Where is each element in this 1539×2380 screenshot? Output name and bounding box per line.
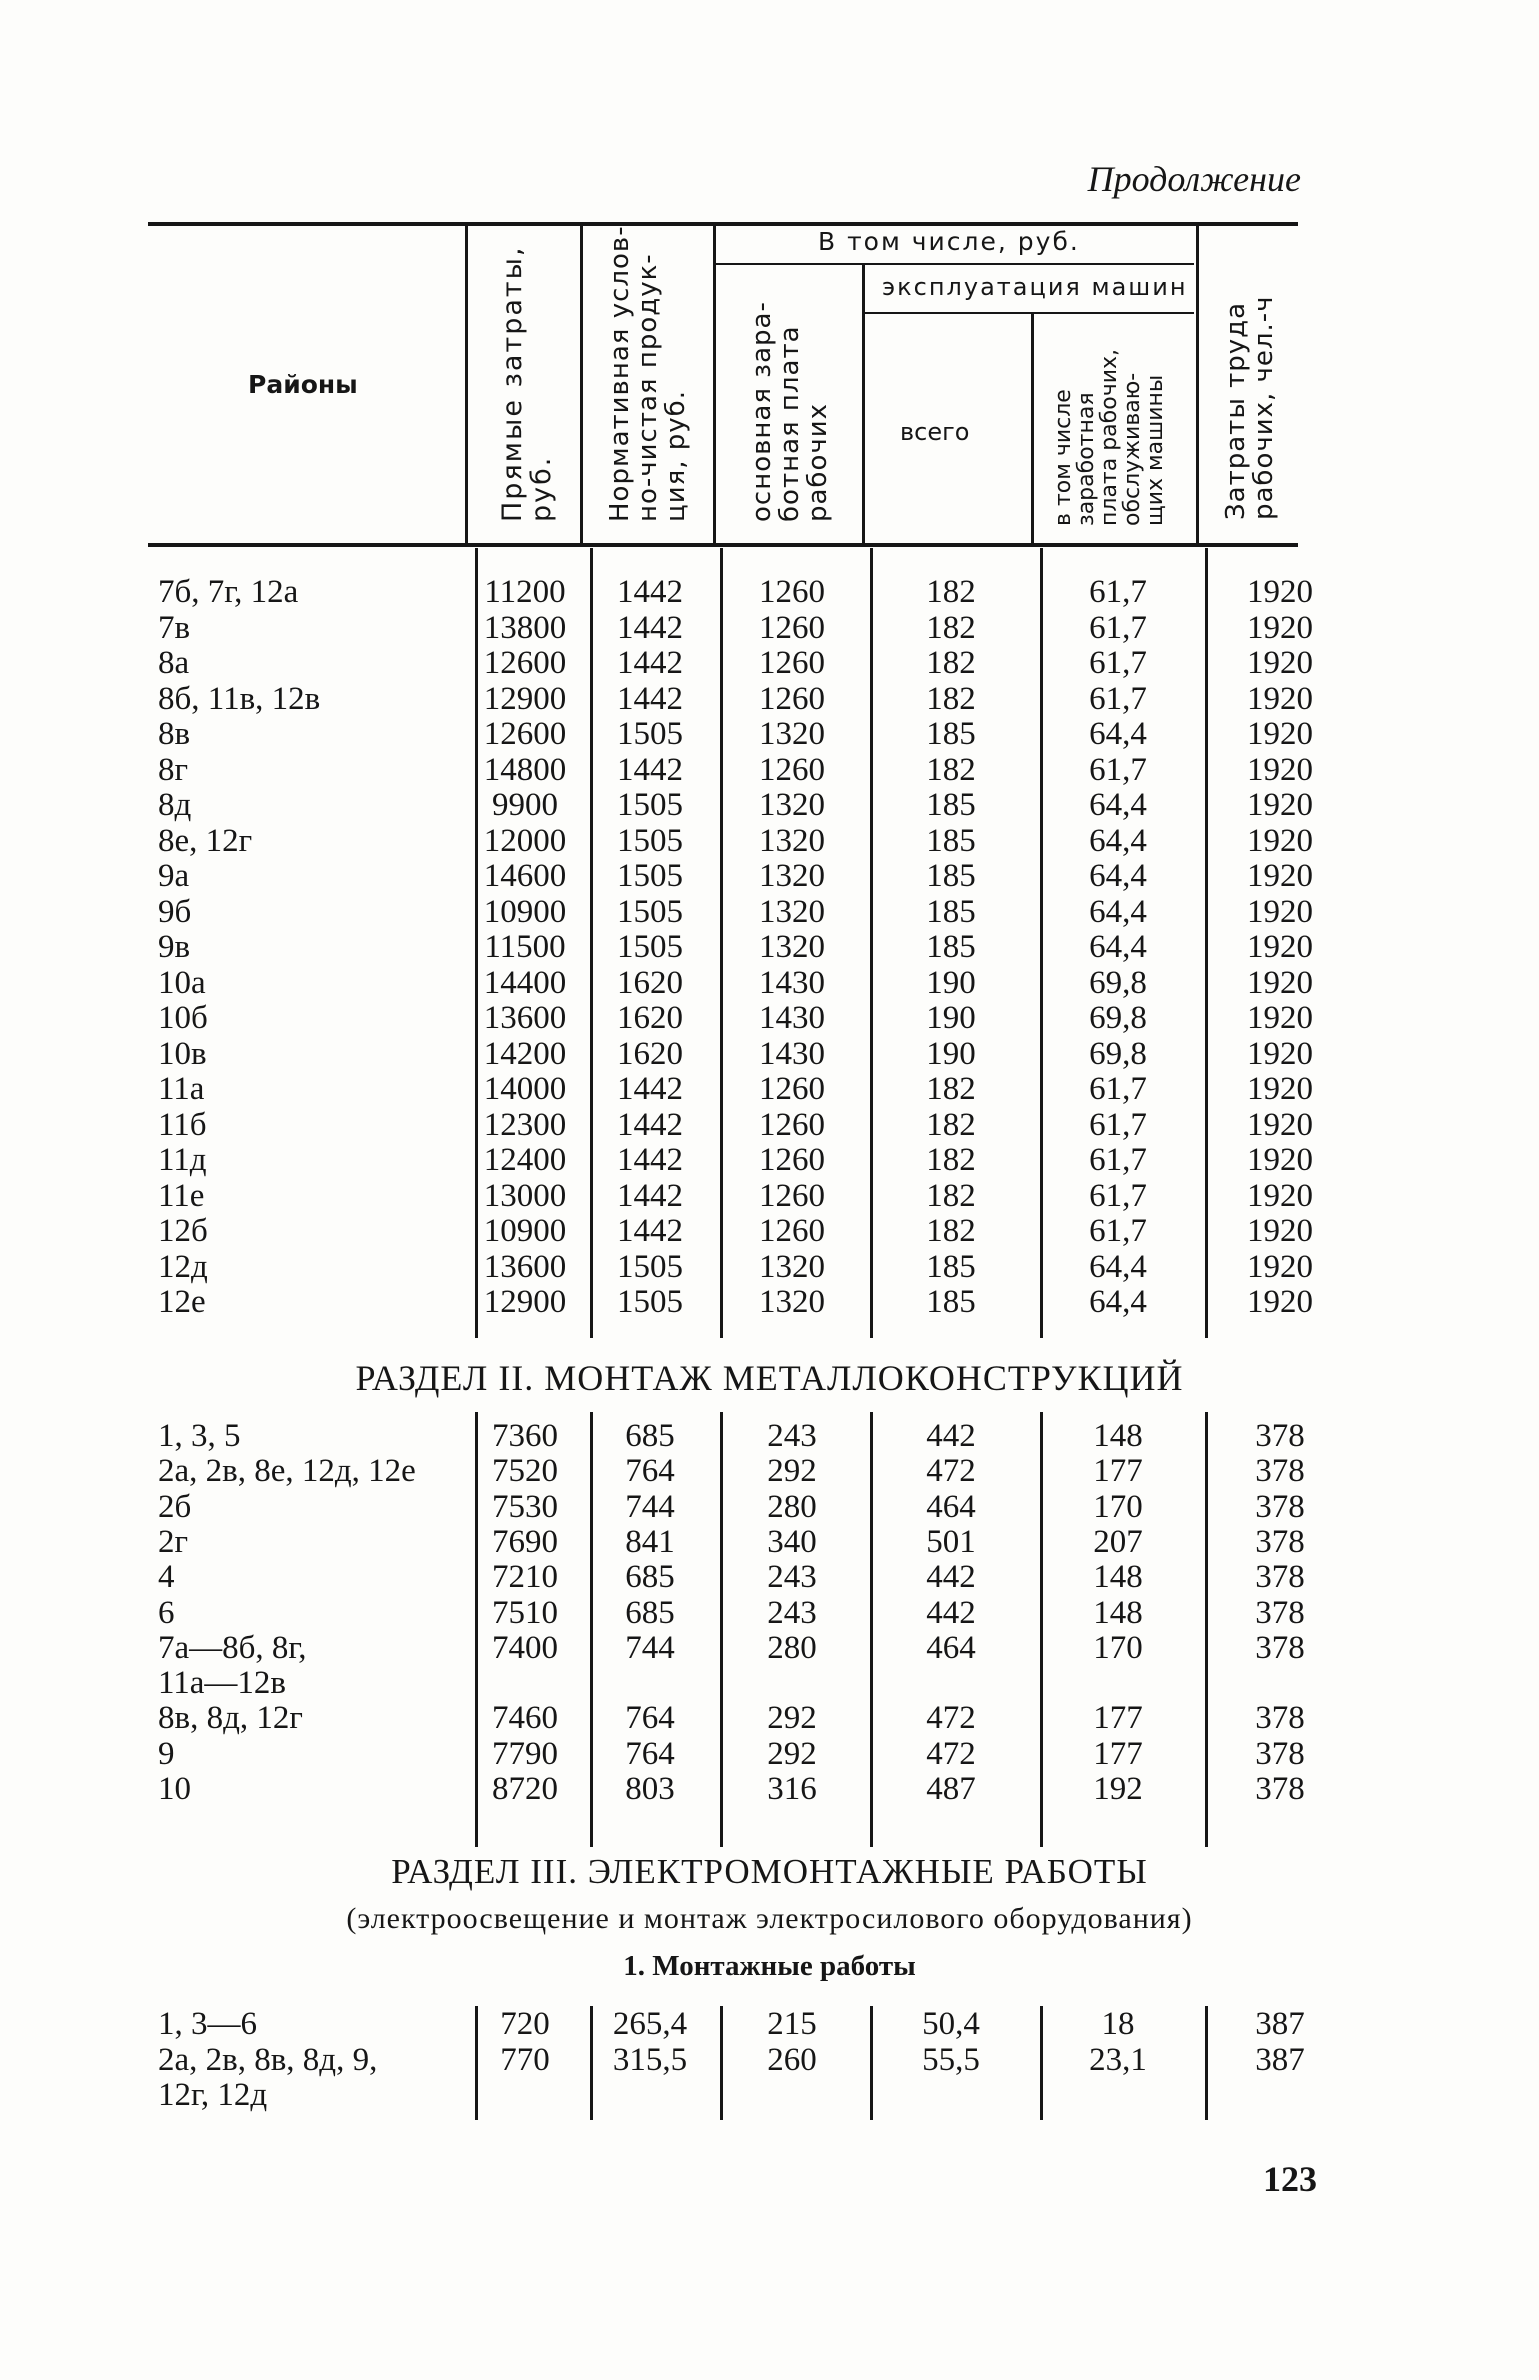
cell-net-output: 1442: [617, 1177, 683, 1214]
cell-net-output: 1505: [617, 893, 683, 930]
cell-net-output: 764: [625, 1700, 675, 1737]
cell-labor: 387: [1255, 2041, 1305, 2078]
cell-direct-costs: 7510: [492, 1594, 558, 1631]
cell-base-wage: 215: [767, 2006, 817, 2042]
cell-machine-total: 182: [926, 609, 976, 646]
cell-direct-costs: 9900: [492, 787, 558, 823]
cell-labor: 378: [1255, 1488, 1305, 1525]
cell-base-wage: 1260: [759, 645, 825, 681]
cell-machine-total: 472: [926, 1453, 976, 1490]
cell-region: 7в: [158, 609, 191, 646]
table-row: [0, 1214, 1539, 1250]
cell-region: 10: [158, 1771, 191, 1807]
cell-machine-wage: 61,7: [1089, 1213, 1147, 1249]
table-row: [0, 930, 1539, 966]
cell-region: 6: [158, 1594, 175, 1631]
cell-labor: 1920: [1247, 893, 1313, 930]
table-row: [0, 1490, 1539, 1525]
cell-base-wage: 1320: [759, 1284, 825, 1320]
cell-region: 2б: [158, 1488, 192, 1525]
cell-machine-total: 182: [926, 1071, 976, 1107]
cell-machine-wage: 177: [1093, 1453, 1143, 1490]
cell-net-output: 1442: [617, 1213, 683, 1249]
cell-net-output: 685: [625, 1594, 675, 1631]
section-subtitle: (электроосвещение и монтаж электросилового оборудования): [346, 1902, 1193, 1935]
cell-labor: 1920: [1247, 751, 1313, 788]
cell-region: 2а, 2в, 8в, 8д, 9, 12г, 12д: [158, 2041, 378, 2113]
cell-base-wage: 1430: [759, 964, 825, 1001]
cell-machine-wage: 64,4: [1089, 893, 1147, 930]
including-rule: [716, 263, 1194, 265]
cell-machine-wage: 69,8: [1089, 1000, 1147, 1036]
cell-region: 8в: [158, 716, 191, 752]
cell-net-output: 1505: [617, 1284, 683, 1320]
cell-machine-wage: 18: [1101, 2006, 1135, 2042]
cell-labor: 1920: [1247, 1000, 1313, 1036]
cell-net-output: 1442: [617, 680, 683, 717]
cell-machine-total: 182: [926, 1213, 976, 1249]
cell-net-output: 744: [625, 1629, 675, 1666]
cell-base-wage: 260: [767, 2041, 817, 2078]
cell-net-output: 1505: [617, 929, 683, 965]
cell-net-output: 685: [625, 1418, 675, 1454]
cell-region: 8а: [158, 645, 190, 681]
cell-labor: 1920: [1247, 929, 1313, 965]
cell-direct-costs: 14600: [483, 858, 567, 894]
cell-direct-costs: 7400: [492, 1629, 558, 1666]
table-row: [0, 1001, 1539, 1037]
cell-machine-wage: 177: [1093, 1700, 1143, 1737]
table-row: [0, 1454, 1539, 1489]
table-row: [0, 646, 1539, 682]
header-divider-2: [580, 222, 583, 544]
cell-base-wage: 1260: [759, 680, 825, 717]
cell-machine-wage: 61,7: [1089, 680, 1147, 717]
cell-machine-wage: 148: [1093, 1418, 1143, 1454]
cell-labor: 1920: [1247, 716, 1313, 752]
cell-net-output: 744: [625, 1488, 675, 1525]
cell-base-wage: 243: [767, 1418, 817, 1454]
cell-base-wage: 1260: [759, 574, 825, 610]
cell-direct-costs: 7790: [492, 1735, 558, 1772]
table-row: [0, 611, 1539, 647]
cell-base-wage: 1430: [759, 1000, 825, 1036]
cell-machine-total: 190: [926, 1000, 976, 1036]
cell-base-wage: 1260: [759, 1142, 825, 1178]
header-including: В том числе, руб.: [818, 227, 1080, 256]
cell-machine-total: 182: [926, 1142, 976, 1178]
cell-machine-wage: 61,7: [1089, 1106, 1147, 1143]
header-top-rule: [148, 222, 1298, 226]
cell-machine-total: 182: [926, 1106, 976, 1143]
cell-region: 10а: [158, 964, 206, 1001]
cell-direct-costs: 12900: [483, 1284, 567, 1320]
cell-direct-costs: 12000: [483, 822, 567, 859]
table-row: [0, 1285, 1539, 1321]
cell-base-wage: 1320: [759, 1248, 825, 1285]
cell-machine-wage: 64,4: [1089, 716, 1147, 752]
cell-net-output: 1442: [617, 1142, 683, 1178]
cell-labor: 378: [1255, 1629, 1305, 1666]
section-title: РАЗДЕЛ II. МОНТАЖ МЕТАЛЛОКОНСТРУКЦИЙ: [355, 1358, 1184, 1398]
table-row: [0, 788, 1539, 824]
cell-machine-wage: 69,8: [1089, 964, 1147, 1001]
cell-direct-costs: 14000: [483, 1071, 567, 1107]
cell-base-wage: 1430: [759, 1035, 825, 1072]
cell-machine-wage: 61,7: [1089, 574, 1147, 610]
cell-machine-wage: 192: [1093, 1771, 1143, 1807]
cell-region: 4: [158, 1559, 175, 1596]
cell-region: 12е: [158, 1284, 206, 1320]
cell-net-output: 315,5: [612, 2041, 688, 2078]
cell-machine-total: 182: [926, 645, 976, 681]
cell-net-output: 803: [625, 1771, 675, 1807]
cell-machine-total: 442: [926, 1594, 976, 1631]
cell-labor: 1920: [1247, 680, 1313, 717]
cell-direct-costs: 7520: [492, 1453, 558, 1490]
cell-region: 7а—8б, 8г, 11а—12в: [158, 1629, 307, 1702]
cell-direct-costs: 12300: [483, 1106, 567, 1143]
table-row: [0, 1596, 1539, 1631]
cell-region: 10б: [158, 1000, 208, 1036]
cell-machine-wage: 177: [1093, 1735, 1143, 1772]
cell-net-output: 1620: [617, 1000, 683, 1036]
cell-base-wage: 280: [767, 1488, 817, 1525]
cell-machine-total: 55,5: [922, 2041, 980, 2078]
cell-labor: 1920: [1247, 964, 1313, 1001]
cell-direct-costs: 11200: [484, 574, 566, 610]
header-labor: Затраты труда рабочих, чел.-ч: [1221, 295, 1280, 520]
cell-net-output: 265,4: [612, 2006, 688, 2042]
cell-direct-costs: 10900: [483, 1213, 567, 1249]
cell-labor: 378: [1255, 1523, 1305, 1560]
cell-machine-total: 442: [926, 1418, 976, 1454]
cell-base-wage: 243: [767, 1559, 817, 1596]
cell-net-output: 764: [625, 1735, 675, 1772]
table-row: [0, 859, 1539, 895]
cell-base-wage: 292: [767, 1735, 817, 1772]
cell-machine-total: 50,4: [922, 2006, 980, 2042]
cell-base-wage: 316: [767, 1771, 817, 1807]
header-region: Районы: [248, 370, 358, 399]
cell-labor: 387: [1255, 2006, 1305, 2042]
cell-net-output: 1505: [617, 1248, 683, 1285]
cell-direct-costs: 770: [500, 2041, 550, 2078]
cell-region: 9в: [158, 929, 191, 965]
cell-region: 11д: [158, 1142, 207, 1178]
cell-labor: 1920: [1247, 822, 1313, 859]
cell-region: 12б: [158, 1213, 208, 1249]
cell-base-wage: 1260: [759, 609, 825, 646]
cell-region: 10в: [158, 1035, 207, 1072]
cell-base-wage: 1320: [759, 929, 825, 965]
cell-base-wage: 1260: [759, 751, 825, 788]
cell-direct-costs: 7530: [492, 1488, 558, 1525]
cell-net-output: 1505: [617, 787, 683, 823]
cell-machine-wage: 61,7: [1089, 1142, 1147, 1178]
header-divider-1: [465, 222, 468, 544]
cell-machine-wage: 170: [1093, 1488, 1143, 1525]
cell-machine-wage: 207: [1093, 1523, 1143, 1560]
cell-labor: 1920: [1247, 1284, 1313, 1320]
cell-machine-total: 182: [926, 574, 976, 610]
cell-machine-total: 185: [926, 822, 976, 859]
cell-machine-total: 185: [926, 1284, 976, 1320]
cell-region: 2а, 2в, 8е, 12д, 12е: [158, 1453, 416, 1490]
cell-base-wage: 292: [767, 1453, 817, 1490]
cell-net-output: 1505: [617, 858, 683, 894]
cell-base-wage: 1260: [759, 1177, 825, 1214]
subsection-title: 1. Монтажные работы: [623, 1950, 916, 1982]
cell-machine-total: 190: [926, 964, 976, 1001]
cell-region: 12д: [158, 1248, 208, 1285]
cell-direct-costs: 12900: [483, 680, 567, 717]
cell-direct-costs: 8720: [492, 1771, 558, 1807]
cell-base-wage: 1260: [759, 1106, 825, 1143]
cell-machine-wage: 64,4: [1089, 858, 1147, 894]
cell-region: 2г: [158, 1523, 189, 1560]
header-incl-wage: в том числе заработная плата рабочих, обслуживаю- щих машины: [1051, 349, 1169, 526]
cell-net-output: 1442: [617, 1071, 683, 1107]
continuation-label: Продолжение: [1087, 159, 1301, 199]
table-row: [0, 1701, 1539, 1736]
cell-machine-wage: 23,1: [1089, 2041, 1147, 2078]
cell-machine-total: 185: [926, 787, 976, 823]
machine-rule: [864, 312, 1194, 314]
cell-labor: 1920: [1247, 1035, 1313, 1072]
cell-base-wage: 1320: [759, 822, 825, 859]
cell-machine-total: 472: [926, 1700, 976, 1737]
table-row: [0, 1772, 1539, 1807]
cell-labor: 1920: [1247, 1106, 1313, 1143]
cell-machine-total: 185: [926, 716, 976, 752]
cell-base-wage: 243: [767, 1594, 817, 1631]
cell-labor: 1920: [1247, 609, 1313, 646]
cell-direct-costs: 7210: [492, 1559, 558, 1596]
cell-machine-wage: 61,7: [1089, 1071, 1147, 1107]
cell-net-output: 764: [625, 1453, 675, 1490]
table-row: [0, 2007, 1539, 2043]
cell-machine-wage: 64,4: [1089, 1284, 1147, 1320]
table-row: [0, 1419, 1539, 1454]
cell-labor: 1920: [1247, 1142, 1313, 1178]
cell-region: 1, 3—6: [158, 2006, 257, 2042]
header-total: всего: [900, 418, 970, 446]
header-divider-4: [862, 265, 865, 544]
cell-net-output: 1505: [617, 822, 683, 859]
table-row: [0, 1737, 1539, 1772]
cell-machine-total: 185: [926, 893, 976, 930]
cell-region: 11б: [158, 1106, 207, 1143]
cell-base-wage: 292: [767, 1700, 817, 1737]
cell-direct-costs: 13000: [483, 1177, 567, 1214]
table-header: [0, 0, 1539, 560]
table-row: [0, 1108, 1539, 1144]
cell-machine-wage: 148: [1093, 1559, 1143, 1596]
cell-machine-total: 487: [926, 1771, 976, 1807]
cell-labor: 1920: [1247, 1248, 1313, 1285]
cell-direct-costs: 11500: [484, 929, 566, 965]
cell-base-wage: 1320: [759, 716, 825, 752]
cell-direct-costs: 12600: [483, 716, 567, 752]
cell-machine-total: 182: [926, 751, 976, 788]
cell-labor: 1920: [1247, 1213, 1313, 1249]
cell-machine-wage: 64,4: [1089, 822, 1147, 859]
cell-machine-total: 464: [926, 1629, 976, 1666]
page-number: 123: [1263, 2159, 1317, 2199]
cell-labor: 378: [1255, 1453, 1305, 1490]
cell-labor: 378: [1255, 1700, 1305, 1737]
table-row: [0, 575, 1539, 611]
cell-net-output: 1442: [617, 751, 683, 788]
cell-direct-costs: 7360: [492, 1418, 558, 1454]
header-machine-operation: эксплуатация машин: [882, 273, 1188, 301]
table-row: [0, 966, 1539, 1002]
table-row: [0, 753, 1539, 789]
cell-labor: 1920: [1247, 574, 1313, 610]
table-row: [0, 1072, 1539, 1108]
cell-machine-wage: 69,8: [1089, 1035, 1147, 1072]
header-divider-3: [713, 222, 716, 544]
cell-net-output: 1620: [617, 1035, 683, 1072]
cell-net-output: 1505: [617, 716, 683, 752]
cell-base-wage: 1320: [759, 787, 825, 823]
table-row: [0, 824, 1539, 860]
cell-labor: 378: [1255, 1771, 1305, 1807]
cell-net-output: 1442: [617, 645, 683, 681]
cell-machine-wage: 64,4: [1089, 787, 1147, 823]
cell-region: 11е: [158, 1177, 205, 1214]
cell-base-wage: 1260: [759, 1213, 825, 1249]
cell-machine-total: 182: [926, 680, 976, 717]
table-row: [0, 682, 1539, 718]
header-bottom-rule: [148, 543, 1298, 547]
cell-direct-costs: 10900: [483, 893, 567, 930]
cell-direct-costs: 13600: [483, 1000, 567, 1036]
cell-machine-wage: 64,4: [1089, 929, 1147, 965]
cell-machine-total: 190: [926, 1035, 976, 1072]
cell-labor: 378: [1255, 1559, 1305, 1596]
cell-machine-total: 464: [926, 1488, 976, 1525]
cell-machine-total: 442: [926, 1559, 976, 1596]
table-row: [0, 1037, 1539, 1073]
table-row: [0, 2043, 1539, 2114]
cell-machine-total: 185: [926, 929, 976, 965]
table-row: [0, 1525, 1539, 1560]
cell-labor: 1920: [1247, 645, 1313, 681]
cell-direct-costs: 14800: [483, 751, 567, 788]
cell-machine-wage: 170: [1093, 1629, 1143, 1666]
cell-machine-wage: 64,4: [1089, 1248, 1147, 1285]
cell-region: 9а: [158, 858, 190, 894]
cell-direct-costs: 13800: [483, 609, 567, 646]
cell-direct-costs: 13600: [483, 1248, 567, 1285]
header-divider-5: [1031, 312, 1034, 544]
cell-region: 8б, 11в, 12в: [158, 680, 321, 717]
cell-machine-wage: 61,7: [1089, 609, 1147, 646]
cell-region: 9: [158, 1735, 175, 1772]
cell-labor: 1920: [1247, 1071, 1313, 1107]
cell-base-wage: 1260: [759, 1071, 825, 1107]
header-net-output: Нормативная услов- но-чистая продук- ция, руб.: [605, 225, 692, 522]
cell-labor: 378: [1255, 1594, 1305, 1631]
cell-net-output: 1620: [617, 964, 683, 1001]
cell-region: 9б: [158, 893, 192, 930]
cell-labor: 1920: [1247, 787, 1313, 823]
cell-machine-total: 185: [926, 1248, 976, 1285]
cell-region: 8д: [158, 787, 192, 823]
cell-machine-total: 501: [926, 1523, 976, 1560]
cell-base-wage: 340: [767, 1523, 817, 1560]
cell-machine-total: 182: [926, 1177, 976, 1214]
table-row: [0, 1143, 1539, 1179]
table-row: [0, 895, 1539, 931]
cell-net-output: 841: [625, 1523, 675, 1560]
cell-direct-costs: 7460: [492, 1700, 558, 1737]
cell-region: 8е, 12г: [158, 822, 253, 859]
cell-direct-costs: 14400: [483, 964, 567, 1001]
cell-net-output: 1442: [617, 609, 683, 646]
header-direct-costs: Прямые затраты, руб.: [497, 245, 558, 522]
cell-machine-wage: 61,7: [1089, 751, 1147, 788]
cell-base-wage: 1320: [759, 858, 825, 894]
cell-region: 11а: [158, 1071, 205, 1107]
cell-labor: 378: [1255, 1735, 1305, 1772]
cell-region: 8г: [158, 751, 189, 788]
table-row: [0, 1179, 1539, 1215]
cell-region: 8в, 8д, 12г: [158, 1700, 303, 1737]
cell-direct-costs: 12400: [483, 1142, 567, 1178]
cell-direct-costs: 14200: [483, 1035, 567, 1072]
cell-region: 7б, 7г, 12а: [158, 574, 299, 610]
cell-machine-wage: 61,7: [1089, 1177, 1147, 1214]
cell-machine-total: 185: [926, 858, 976, 894]
cell-machine-total: 472: [926, 1735, 976, 1772]
header-base-wage: основная зара- ботная плата рабочих: [747, 301, 834, 522]
cell-labor: 378: [1255, 1418, 1305, 1454]
cell-net-output: 1442: [617, 574, 683, 610]
table-row: [0, 1631, 1539, 1702]
cell-labor: 1920: [1247, 1177, 1313, 1214]
cell-region: 1, 3, 5: [158, 1418, 241, 1454]
table-row: [0, 717, 1539, 753]
cell-direct-costs: 7690: [492, 1523, 558, 1560]
header-divider-6: [1196, 222, 1199, 544]
cell-machine-wage: 61,7: [1089, 645, 1147, 681]
cell-machine-wage: 148: [1093, 1594, 1143, 1631]
table-row: [0, 1250, 1539, 1286]
cell-net-output: 685: [625, 1559, 675, 1596]
section-title: РАЗДЕЛ III. ЭЛЕКТРОМОНТАЖНЫЕ РАБОТЫ: [391, 1852, 1148, 1891]
cell-base-wage: 280: [767, 1629, 817, 1666]
cell-net-output: 1442: [617, 1106, 683, 1143]
cell-direct-costs: 720: [500, 2006, 550, 2042]
cell-labor: 1920: [1247, 858, 1313, 894]
cell-direct-costs: 12600: [483, 645, 567, 681]
table-row: [0, 1560, 1539, 1595]
cell-base-wage: 1320: [759, 893, 825, 930]
